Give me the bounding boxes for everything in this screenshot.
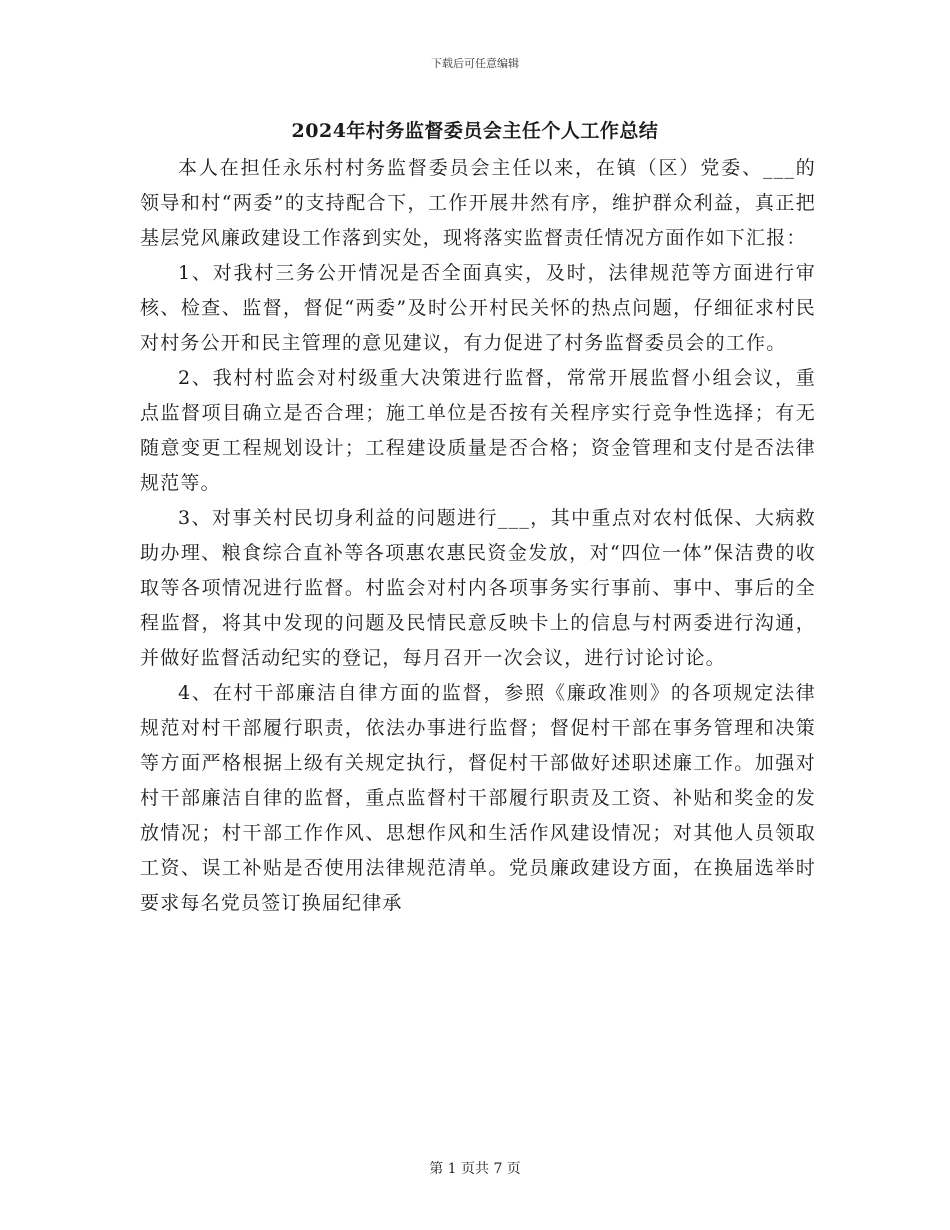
document-title: 2024年村务监督委员会主任个人工作总结 bbox=[291, 120, 659, 142]
paragraph-item-4: 4、在村干部廉洁自律方面的监督，参照《廉政准则》的各项规定法律规范对村干部履行职责，依法办事进行监督；督促村干部在事务管理和决策等方面严格根据上级有关规定执行，督促村干部做好述职述廉工作。加强对村干部廉洁自律的监督，重点监督村干部履行职责及工资、补贴和奖金的发放情况；村干部工作作风、思想作风和生活作风建设情况；对其他人员领取工资、误工补贴是否使用法律规范清单。党员廉政建设方面，在换届选举时要求每名党员签订换届纪律承 bbox=[140, 682, 816, 914]
paragraph-intro: 本人在担任永乐村村务监督委员会主任以来，在镇（区）党委、___的领导和村“两委”的支持配合下，工作开展井然有序，维护群众利益，真正把基层党风廉政建设工作落到实处，现将落实监督责任情况方面作如下汇报： bbox=[140, 157, 816, 249]
paragraph-item-1: 1、对我村三务公开情况是否全面真实，及时，法律规范等方面进行审核、检查、监督，督促“两委”及时公开村民关怀的热点问题，仔细征求村民对村务公开和民主管理的意见建议，有力促进了村务监督委员会的工作。 bbox=[140, 262, 816, 354]
document-body bbox=[140, 151, 816, 921]
paragraph-item-3: 3、对事关村民切身利益的问题进行___，其中重点对农村低保、大病救助办理、粮食综合直补等各项惠农惠民资金发放，对“四位一体”保洁费的收取等各项情况进行监督。村监会对村内各项事务实行事前、事中、事后的全程监督，将其中发现的问题及民情民意反映卡上的信息与村两委进行沟通，并做好监督活动纪实的登记，每月召开一次会议，进行讨论讨论。 bbox=[140, 507, 816, 669]
page-header-note: 下载后可任意编辑 bbox=[431, 57, 519, 70]
paragraph-item-2: 2、我村村监会对村级重大决策进行监督，常常开展监督小组会议，重点监督项目确立是否合理；施工单位是否按有关程序实行竞争性选择；有无随意变更工程规划设计；工程建设质量是否合格；资金管理和支付是否法律规范等。 bbox=[140, 367, 816, 494]
page-number-footer: 第 1 页共 7 页 bbox=[429, 1161, 521, 1177]
